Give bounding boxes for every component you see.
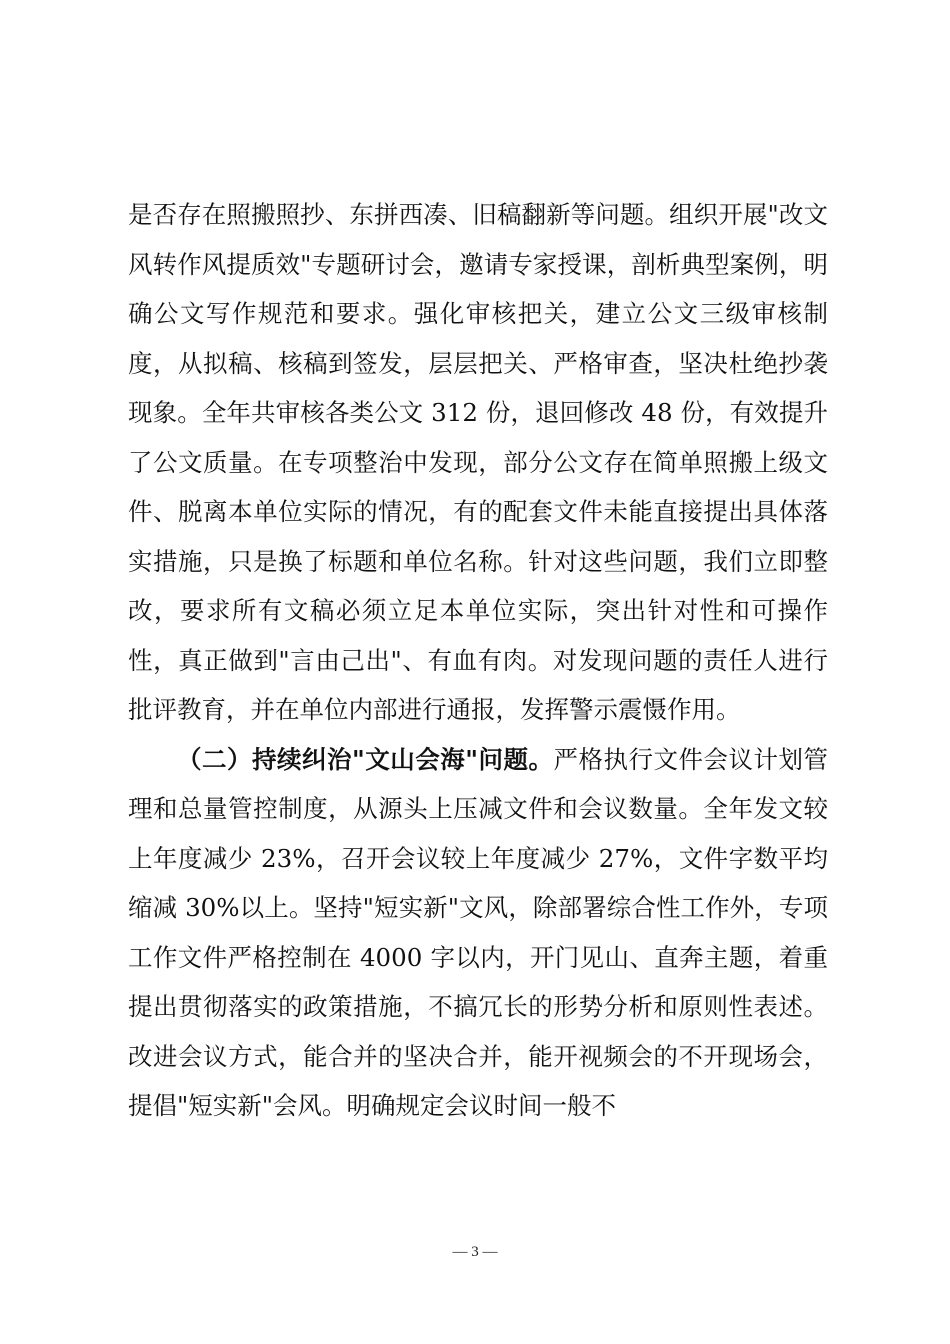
paragraph-2-body: 严格执行文件会议计划管理和总量管控制度，从源头上压减文件和会议数量。全年发文较上年度减少 23%，召开会议较上年度减少 27%，文件字数平均缩减 30%以上。坚持"短实新"文风，除部署综合性工作外，专项工作文件严格控制在 4000 字以内，开门见山、直奔主题，着重提出贯彻落实的政策措施，不搞冗长的形势分析和原则性表述。改进会议方式，能合并的坚决合并，能开视频会的不开现场会，提倡"短实新"会风。明确规定会议时间一般不 [128, 744, 829, 1120]
paragraph-1: 是否存在照搬照抄、东拼西凑、旧稿翻新等问题。组织开展"改文风转作风提质效"专题研讨会，邀请专家授课，剖析典型案例，明确公文写作规范和要求。强化审核把关，建立公文三级审核制度，从拟稿、核稿到签发，层层把关、严格审查，坚决杜绝抄袭现象。全年共审核各类公文 312 份，退回修改 48 份，有效提升了公文质量。在专项整治中发现，部分公文存在简单照搬上级文件、脱离本单位实际的情况，有的配套文件未能直接提出具体落实措施，只是换了标题和单位名称。针对这些问题，我们立即整改，要求所有文稿必须立足本单位实际，突出针对性和可操作性，真正做到"言由己出"、有血有肉。对发现问题的责任人进行批评教育，并在单位内部进行通报，发挥警示震慑作用。 [128, 200, 828, 724]
paragraph-2 [128, 735, 828, 1131]
page-number: — 3 — [452, 1244, 498, 1260]
document-body [128, 190, 828, 1131]
section-heading: （二）持续纠治"文山会海"问题。 [177, 744, 554, 774]
